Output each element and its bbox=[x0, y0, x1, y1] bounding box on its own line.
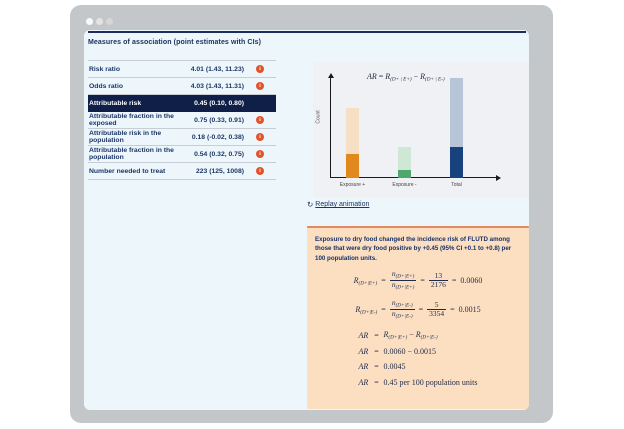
row-label: Attributable fraction in the exposed bbox=[89, 113, 174, 127]
row-value: 0.45 (0.10, 0.80) bbox=[194, 99, 244, 107]
ar-line: AR = 0.0060 − 0.0015 bbox=[358, 346, 437, 356]
row-value: 0.54 (0.32, 0.75) bbox=[194, 150, 244, 158]
replay-icon: ↻ bbox=[307, 200, 314, 209]
y-axis bbox=[330, 78, 331, 177]
table-row[interactable] bbox=[88, 78, 276, 95]
explanation-box bbox=[307, 226, 529, 409]
info-icon[interactable]: i bbox=[256, 167, 264, 175]
risk-equation-unexposed: R(D+|E-) = $\frac{n_{(D+|E-)}}{n_{(D+|E-)}}$ = $\frac{5}{3354}$ = 0.0015 bbox=[355, 297, 481, 320]
info-icon[interactable]: i bbox=[256, 65, 264, 73]
row-value: 223 (125, 1008) bbox=[196, 167, 244, 175]
table-row[interactable] bbox=[88, 61, 276, 78]
table-row[interactable] bbox=[88, 129, 276, 146]
info-icon[interactable]: i bbox=[256, 82, 264, 90]
row-value: 4.01 (1.43, 11.23) bbox=[190, 65, 244, 73]
row-label: Attributable risk in the population bbox=[89, 130, 162, 144]
table-row[interactable] bbox=[88, 95, 276, 112]
x-tick-label: Exposure - bbox=[392, 182, 417, 188]
app-content bbox=[84, 30, 529, 410]
page-title: Measures of association (point estimates with CIs) bbox=[88, 39, 262, 46]
ar-line: AR = R(D+|E+) − R(D+|E-) bbox=[358, 329, 438, 341]
info-icon-cell bbox=[244, 116, 276, 124]
chart-bar bbox=[346, 108, 359, 178]
chart-panel bbox=[313, 62, 529, 197]
fraction: $\frac{5}{3354}$ bbox=[429, 299, 445, 319]
info-icon[interactable]: i bbox=[256, 116, 264, 124]
bar-segment-light bbox=[346, 108, 359, 153]
info-icon-cell bbox=[244, 150, 276, 158]
y-axis-label: Count bbox=[315, 110, 322, 124]
x-tick-label: Total bbox=[451, 182, 462, 188]
info-icon[interactable]: i bbox=[256, 133, 264, 141]
info-icon-cell bbox=[244, 133, 276, 141]
fraction: $\frac{n_{(D+|E+)}}{n_{(D+|E+)}}$ bbox=[391, 268, 415, 291]
replay-animation-link[interactable] bbox=[307, 200, 369, 209]
row-value: 0.75 (0.33, 0.91) bbox=[194, 116, 244, 124]
bar-segment-solid bbox=[450, 147, 463, 178]
row-label: Number needed to treat bbox=[89, 167, 166, 175]
header-divider bbox=[88, 31, 526, 33]
fraction: $\frac{13}{2176}$ bbox=[430, 270, 446, 290]
bar-segment-light bbox=[398, 147, 411, 170]
row-value: 0.18 (-0.02, 0.38) bbox=[191, 133, 244, 141]
browser-window bbox=[70, 5, 553, 423]
window-control-dot[interactable] bbox=[96, 18, 103, 25]
chart-bar bbox=[450, 78, 463, 178]
info-icon-cell bbox=[244, 65, 276, 73]
ar-derivation bbox=[359, 330, 478, 387]
table-row[interactable] bbox=[88, 163, 276, 180]
chart-formula: AR = R(D+ | E+) − R(D+ | E-) bbox=[367, 72, 445, 83]
row-value: 4.03 (1.43, 11.31) bbox=[190, 82, 244, 90]
ar-line: AR = 0.45 per 100 population units bbox=[358, 377, 478, 387]
row-label: Attributable fraction in the population bbox=[89, 147, 174, 161]
measures-table bbox=[88, 60, 276, 180]
x-tick-label: Exposure + bbox=[339, 182, 366, 188]
bar-segment-solid bbox=[346, 154, 359, 178]
info-icon-cell bbox=[244, 167, 276, 175]
replay-label: Replay animation bbox=[315, 201, 370, 208]
window-control-dot[interactable] bbox=[86, 18, 93, 25]
table-row[interactable] bbox=[88, 112, 276, 129]
row-label: Attributable risk bbox=[89, 99, 142, 107]
equation-result: 0.0060 bbox=[460, 275, 483, 285]
x-axis-arrow bbox=[496, 175, 501, 181]
info-icon-cell bbox=[244, 82, 276, 90]
info-icon[interactable]: i bbox=[256, 150, 264, 158]
chart-bar bbox=[398, 147, 411, 178]
window-titlebar bbox=[70, 5, 553, 30]
window-control-dot[interactable] bbox=[106, 18, 113, 25]
formula-lhs: AR bbox=[367, 72, 377, 81]
bar-segment-light bbox=[450, 78, 463, 147]
table-row[interactable] bbox=[88, 146, 276, 163]
row-label: Risk ratio bbox=[89, 65, 120, 73]
explanation-text: Exposure to dry food changed the incidence risk of FLUTD among those that were dry food positive by +0.45 (95% CI +0.1 to +0.8) per 100 population units. bbox=[315, 236, 512, 262]
ar-line: AR = 0.0045 bbox=[358, 362, 406, 372]
risk-equation-exposed: R(D+|E+) = $\frac{n_{(D+|E+)}}{n_{(D+|E+)}}$ = $\frac{13}{2176}$ = 0.0060 bbox=[353, 268, 483, 291]
row-label: Odds ratio bbox=[89, 82, 123, 90]
equation-result: 0.0015 bbox=[458, 304, 481, 314]
fraction: $\frac{n_{(D+|E-)}}{n_{(D+|E-)}}$ bbox=[391, 297, 413, 320]
bar-segment-solid bbox=[398, 170, 411, 178]
